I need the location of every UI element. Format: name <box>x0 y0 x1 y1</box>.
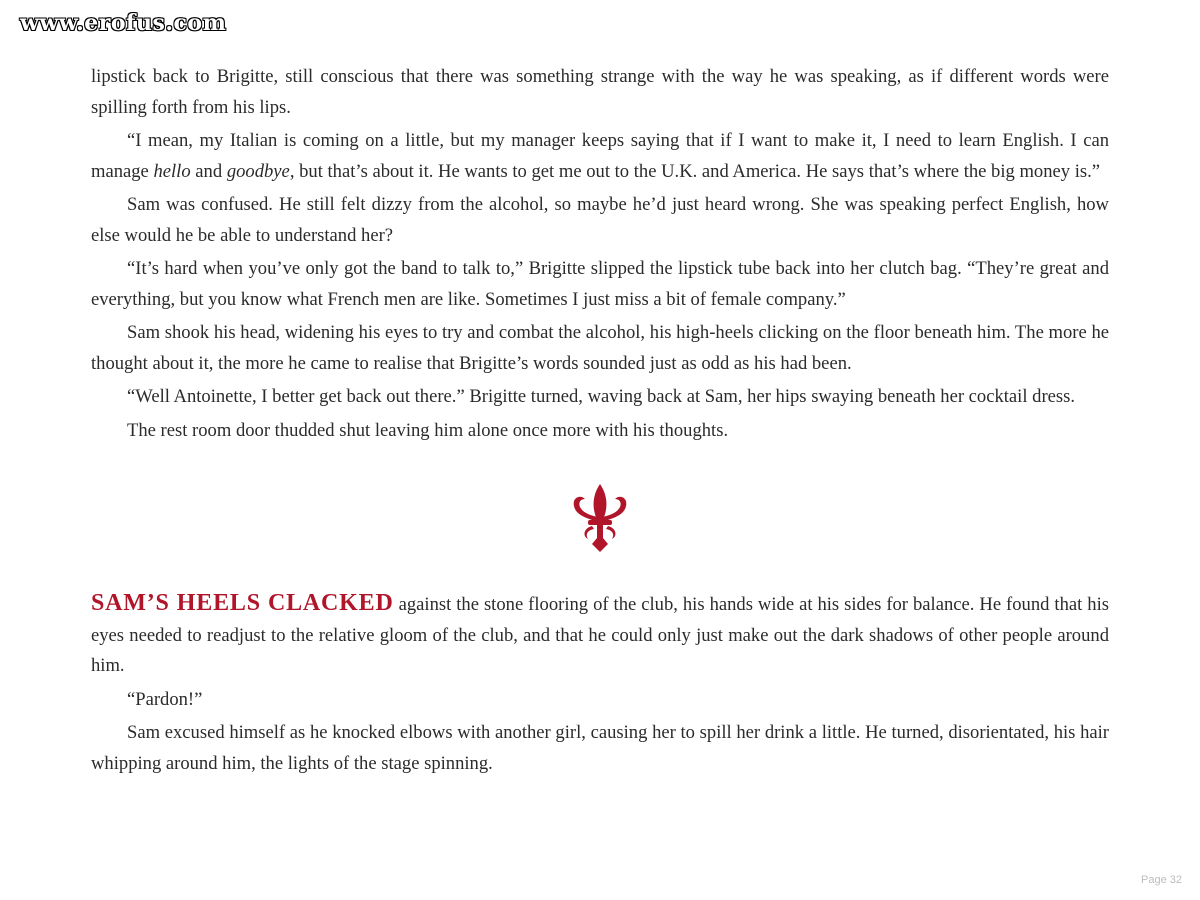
paragraph-8-rest: against the stone flooring of the club, his hands wide at his sides for balance. He found that his eyes needed to readjust to the relative gloom of the club, and that he could only just make out the dark shadows of other people around him. <box>91 594 1109 676</box>
paragraph-2-part-c: , but that’s about it. He wants to get me out to the U.K. and America. He says that’s where the big money is.” <box>289 160 1101 182</box>
emphasis-goodbye: goodbye <box>226 160 290 182</box>
paragraph-2-part-b: and <box>190 160 227 182</box>
page-number: Page 32 <box>1141 874 1182 886</box>
paragraph-4: “It’s hard when you’ve only got the band to talk to,” Brigitte slipped the lipstick tube back into her clutch bag. “They’re great and everything, but you know what French men are like. Sometimes I just miss a bit of female company.” <box>91 258 1109 310</box>
site-watermark: www.erofus.com <box>20 10 227 36</box>
paragraph-8 <box>91 588 1109 682</box>
fleur-de-lis-icon <box>570 482 630 554</box>
page-body <box>91 62 1109 782</box>
paragraph-2-part-a: “I mean, my Italian is coming on a little, but my manager keeps saying that if I want to make it, I need to learn English. I can manage <box>91 130 1109 182</box>
paragraph-3: Sam was confused. He still felt dizzy from the alcohol, so maybe he’d just heard wrong. She was speaking perfect English, how else would he be able to understand her? <box>91 194 1109 246</box>
paragraph-6: “Well Antoinette, I better get back out there.” Brigitte turned, waving back at Sam, her hips swaying beneath her cocktail dress. <box>127 386 1076 407</box>
paragraph-5: Sam shook his head, widening his eyes to try and combat the alcohol, his high-heels clicking on the floor beneath him. The more he thought about it, the more he came to realise that Brigitte’s words sounded just as odd as his had been. <box>91 322 1109 374</box>
paragraph-7: The rest room door thudded shut leaving him alone once more with his thoughts. <box>127 419 729 441</box>
paragraph-1: lipstick back to Brigitte, still conscious that there was something strange with the way he was speaking, as if different words were spilling forth from his lips. <box>91 66 1109 118</box>
paragraph-10: Sam excused himself as he knocked elbows with another girl, causing her to spill her drink a little. He turned, disorientated, his hair whipping around him, the lights of the stage spinning. <box>91 722 1109 774</box>
section-lead-in: SAM’S HEELS CLACKED <box>91 590 394 616</box>
paragraph-9: “Pardon!” <box>127 688 203 710</box>
emphasis-hello: hello <box>153 160 191 182</box>
paragraph-2 <box>91 126 1109 187</box>
fleur-de-lis-shape <box>574 484 627 552</box>
